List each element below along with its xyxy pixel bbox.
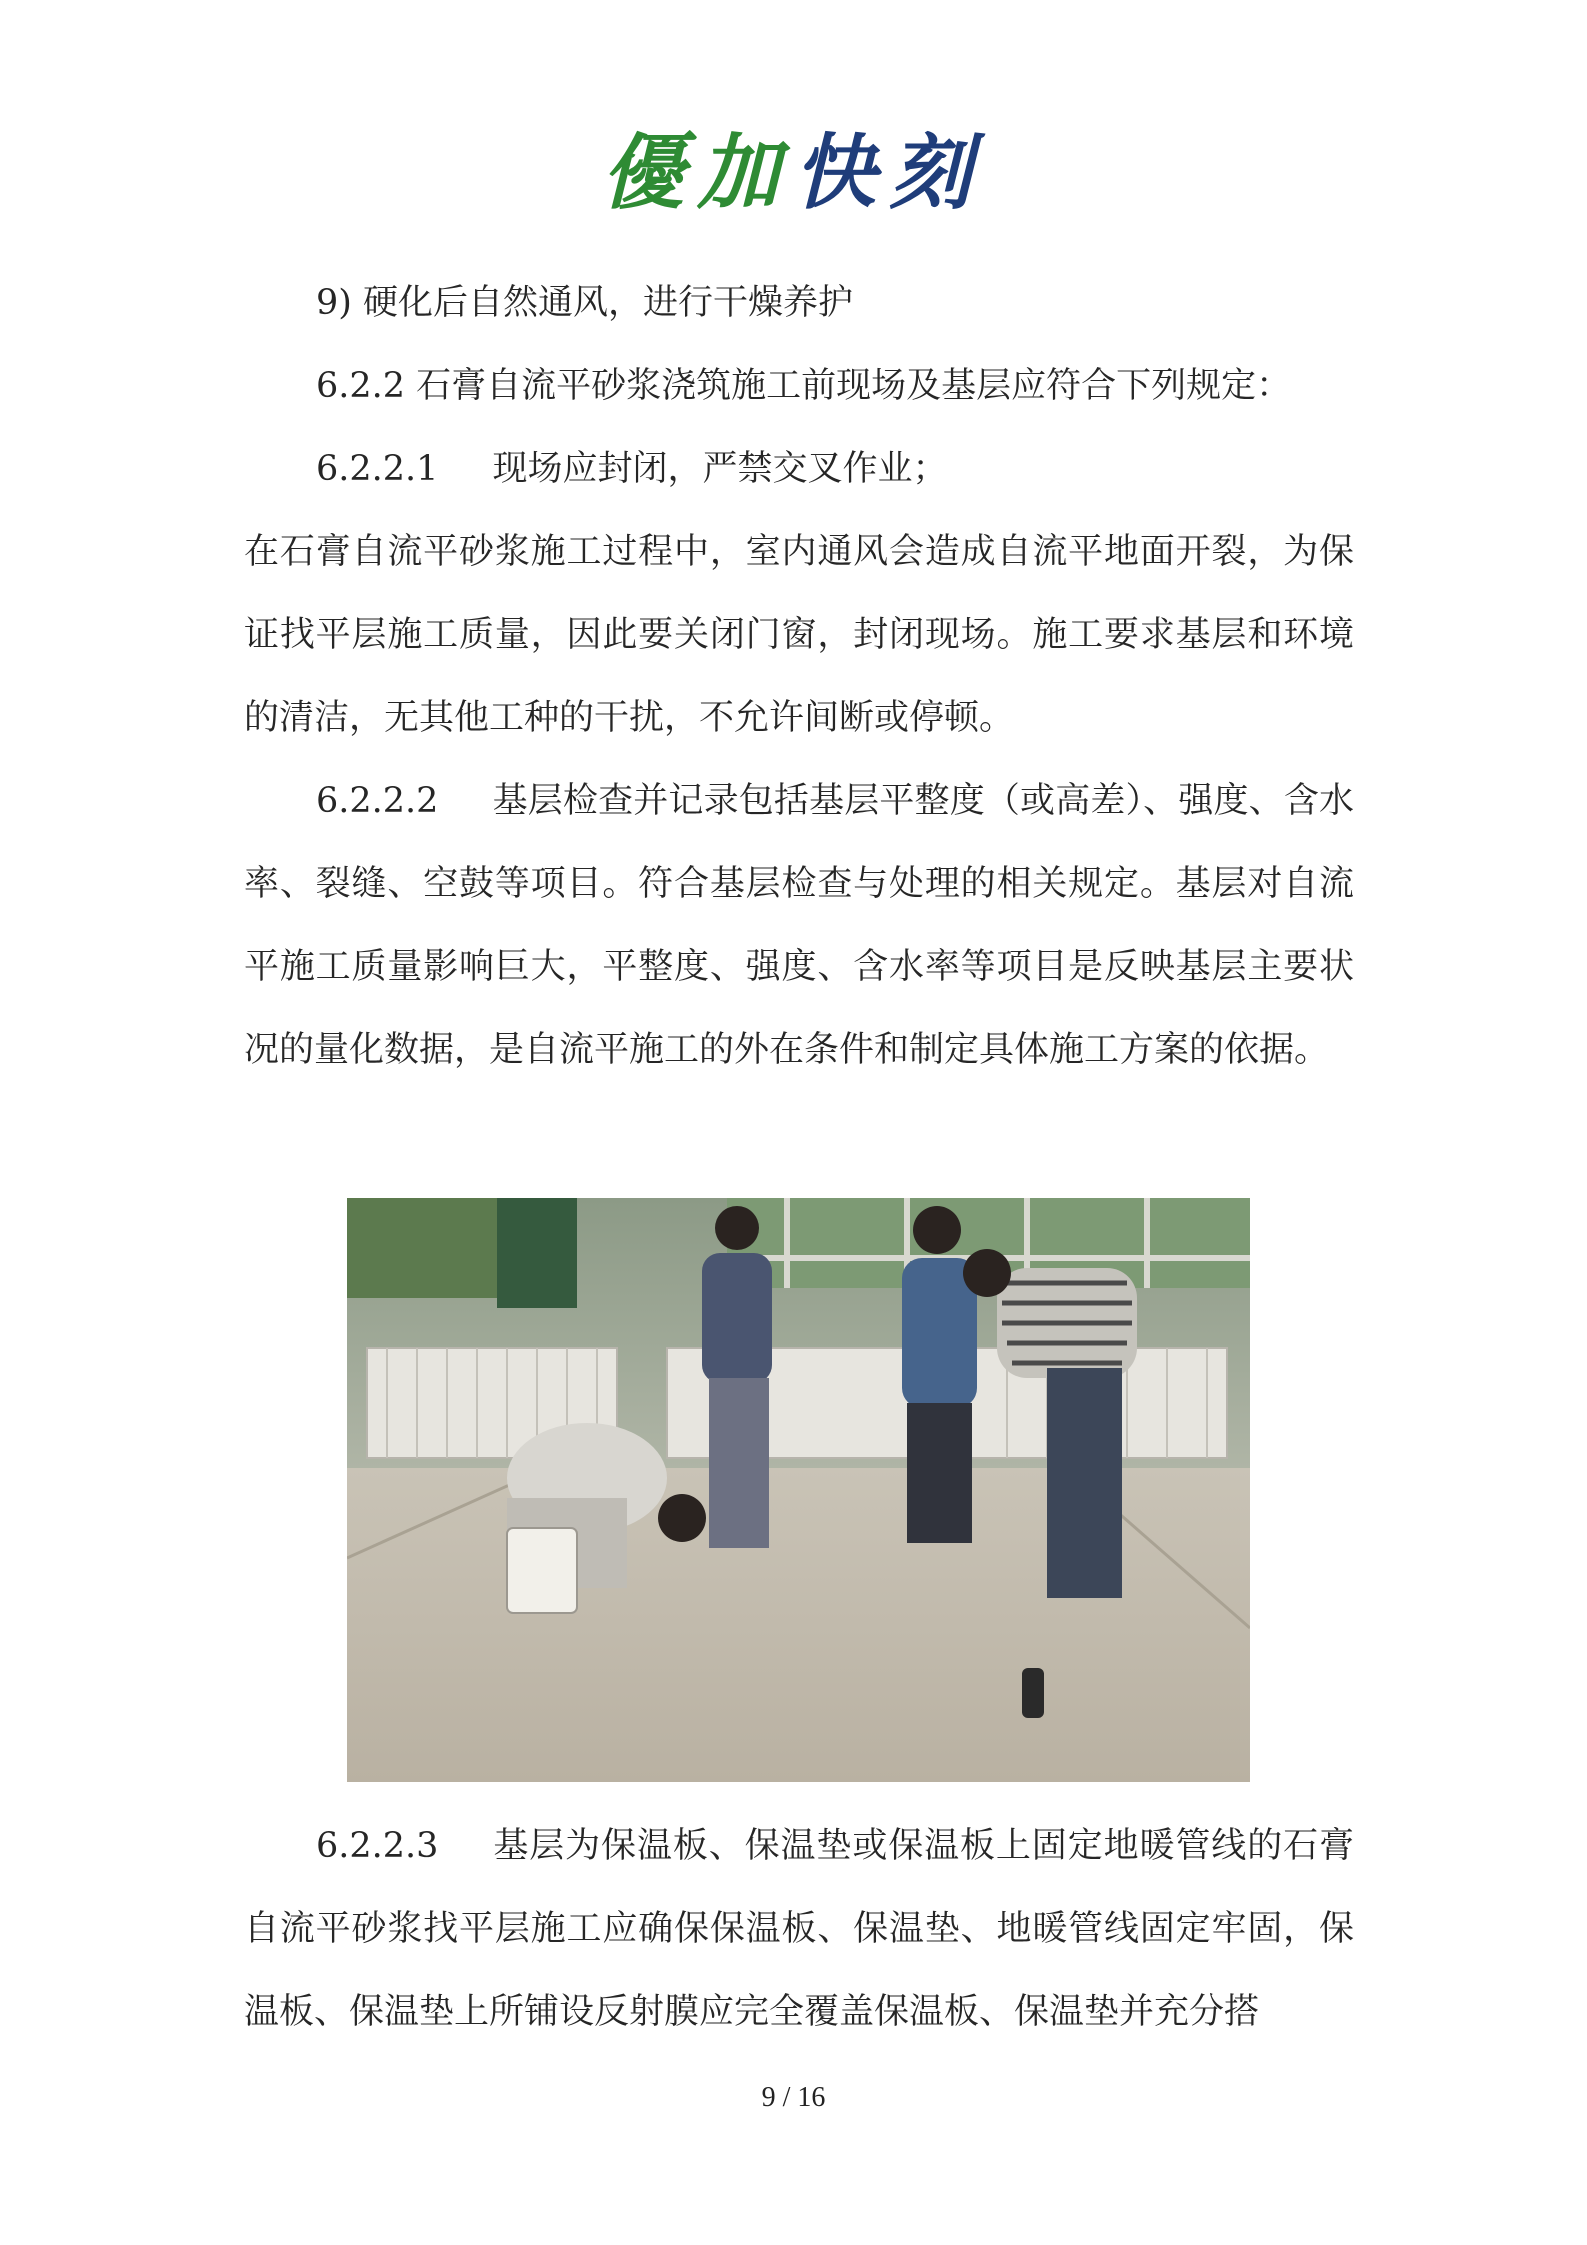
clause-text: 现场应封闭，严禁交叉作业； (492, 449, 948, 489)
clause-number: 6.2.2.3 (316, 1826, 439, 1866)
clause-number: 6.2.2.1 (316, 449, 439, 489)
logo-text-blue: 快刻 (793, 125, 986, 221)
paragraph-6-2-2-3 (244, 1805, 1354, 2054)
page-number: 9 / 16 (761, 2082, 826, 2113)
paragraph-6-2-2: 6.2.2 石膏自流平砂浆浇筑施工前现场及基层应符合下列规定： (316, 366, 1292, 406)
paragraph-explanation-1: 在石膏自流平砂浆施工过程中，室内通风会造成自流平地面开裂，为保证找平层施工质量，因此要关闭门窗，封闭现场。施工要求基层和环境的清洁，无其他工种的干扰，不允许间断或停顿。 (244, 532, 1354, 738)
site-inspection-photo (347, 1198, 1250, 1782)
logo-text-green: 優加 (601, 125, 794, 221)
brand-logo (0, 118, 1587, 228)
paragraph-6-2-2-2 (244, 760, 1354, 1092)
paragraph-6-2-2-1 (244, 428, 1354, 511)
clause-number: 6.2.2.2 (316, 781, 439, 821)
clause-text: 基层为保温板、保温垫或保温板上固定地暖管线的石膏自流平砂浆找平层施工应确保保温板、保温垫、地暖管线固定牢固，保温板、保温垫上所铺设反射膜应完全覆盖保温板、保温垫并充分搭 (244, 1826, 1354, 2032)
clause-text: 基层检查并记录包括基层平整度（或高差）、强度、含水率、裂缝、空鼓等项目。符合基层检查与处理的相关规定。基层对自流平施工质量影响巨大，平整度、强度、含水率等项目是反映基层主要状况的量化数据，是自流平施工的外在条件和制定具体施工方案的依据。 (244, 781, 1354, 1070)
paragraph-step-9: 9) 硬化后自然通风，进行干燥养护 (316, 283, 854, 323)
